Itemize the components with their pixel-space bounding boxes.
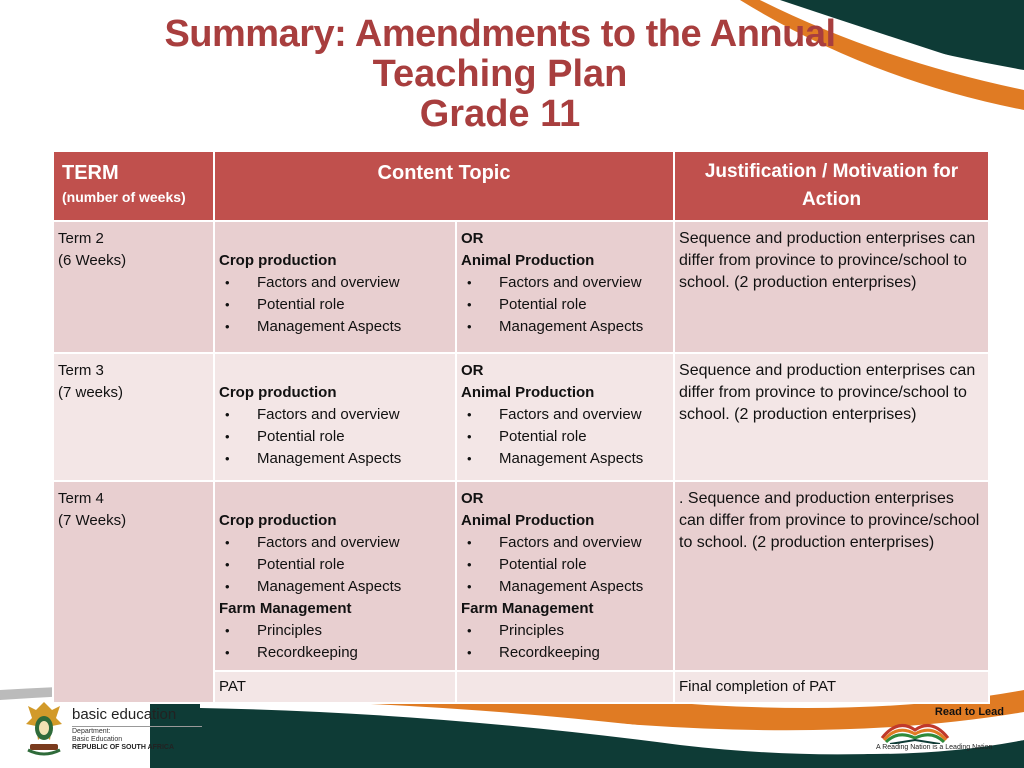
list-item: • Management Aspects	[219, 316, 451, 338]
basic-education-logo	[22, 700, 192, 756]
list-item: • Factors and overview	[461, 532, 669, 554]
logo-tagline: A Reading Nation is a Leading Nation	[876, 744, 993, 751]
header-term	[53, 151, 214, 221]
or-label: OR	[461, 362, 484, 379]
list-item: • Potential role	[219, 294, 451, 316]
justification-cell: Sequence and production enterprises can differ from province to province/school to school. (2 production enterprises)	[674, 221, 989, 353]
list-item: • Management Aspects	[219, 576, 451, 598]
list-item: • Management Aspects	[219, 448, 451, 470]
list-item: • Management Aspects	[461, 316, 669, 338]
term-cell	[53, 481, 214, 703]
logo-country: REPUBLIC OF SOUTH AFRICA	[72, 744, 175, 751]
term-weeks: (6 Weeks)	[58, 252, 127, 269]
crop-list	[219, 404, 451, 470]
farm-list	[219, 620, 451, 664]
pat-cell: PAT	[214, 671, 456, 703]
teaching-plan-table	[52, 150, 990, 704]
logo-sub-line: Basic Education	[72, 736, 123, 743]
list-item: • Recordkeeping	[219, 642, 451, 664]
list-item: • Potential role	[219, 426, 451, 448]
farm-list	[461, 620, 669, 664]
crop-cell	[214, 353, 456, 481]
list-item: • Factors and overview	[219, 532, 451, 554]
or-label: OR	[461, 230, 484, 247]
table-row	[53, 353, 989, 481]
animal-list	[461, 404, 669, 470]
list-item: • Recordkeeping	[461, 642, 669, 664]
logo-sub-line: Department:	[72, 728, 111, 735]
term-label: Term 2	[58, 230, 104, 247]
justification-cell: Sequence and production enterprises can differ from province to province/school to school. (2 production enterprises)	[674, 353, 989, 481]
slide-title	[0, 14, 1000, 134]
justification-cell: . Sequence and production enterprises can differ from province to province/school to school. (2 production enterprises)	[674, 481, 989, 671]
title-line-3: Grade 11	[419, 93, 581, 135]
crop-list	[219, 272, 451, 338]
table-row	[53, 481, 989, 671]
crop-heading: Crop production	[219, 384, 337, 401]
list-item: • Principles	[219, 620, 451, 642]
animal-heading: Animal Production	[461, 252, 595, 269]
animal-cell	[456, 353, 674, 481]
animal-list	[461, 532, 669, 598]
logo-title: basic education	[72, 706, 177, 723]
header-term-label: TERM	[62, 162, 119, 184]
logo-subtitle	[72, 728, 122, 744]
list-item: • Factors and overview	[461, 272, 669, 294]
header-justification: Justification / Motivation for Action	[674, 151, 989, 221]
list-item: • Management Aspects	[461, 448, 669, 470]
crop-heading: Crop production	[219, 512, 337, 529]
crop-cell	[214, 221, 456, 353]
list-item: • Potential role	[461, 294, 669, 316]
list-item: • Principles	[461, 620, 669, 642]
list-item: • Potential role	[219, 554, 451, 576]
list-item: • Potential role	[461, 426, 669, 448]
list-item: • Potential role	[461, 554, 669, 576]
table-row	[53, 221, 989, 353]
logo-title: Read to Lead	[934, 706, 1004, 718]
crop-cell	[214, 481, 456, 671]
pat-justification-cell: Final completion of PAT	[674, 671, 989, 703]
coat-of-arms-icon	[22, 700, 66, 756]
animal-list	[461, 272, 669, 338]
or-label: OR	[461, 490, 484, 507]
pat-empty-cell	[456, 671, 674, 703]
term-cell	[53, 221, 214, 353]
crop-list	[219, 532, 451, 598]
animal-heading: Animal Production	[461, 384, 595, 401]
term-label: Term 3	[58, 362, 104, 379]
title-line-2: Teaching Plan	[372, 53, 628, 95]
farm-heading: Farm Management	[461, 600, 594, 617]
farm-heading: Farm Management	[219, 600, 352, 617]
animal-cell	[456, 481, 674, 671]
read-to-lead-logo	[876, 698, 1008, 758]
animal-cell	[456, 221, 674, 353]
term-cell	[53, 353, 214, 481]
header-row	[53, 151, 989, 221]
term-label: Term 4	[58, 490, 104, 507]
animal-heading: Animal Production	[461, 512, 595, 529]
header-content-topic: Content Topic	[214, 151, 674, 221]
term-weeks: (7 Weeks)	[58, 512, 127, 529]
list-item: • Factors and overview	[219, 272, 451, 294]
list-item: • Factors and overview	[461, 404, 669, 426]
list-item: • Factors and overview	[219, 404, 451, 426]
header-term-sub: (number of weeks)	[62, 189, 186, 205]
term-weeks: (7 weeks)	[58, 384, 124, 401]
title-line-1: Summary: Amendments to the Annual	[164, 13, 836, 55]
crop-heading: Crop production	[219, 252, 337, 269]
list-item: • Management Aspects	[461, 576, 669, 598]
